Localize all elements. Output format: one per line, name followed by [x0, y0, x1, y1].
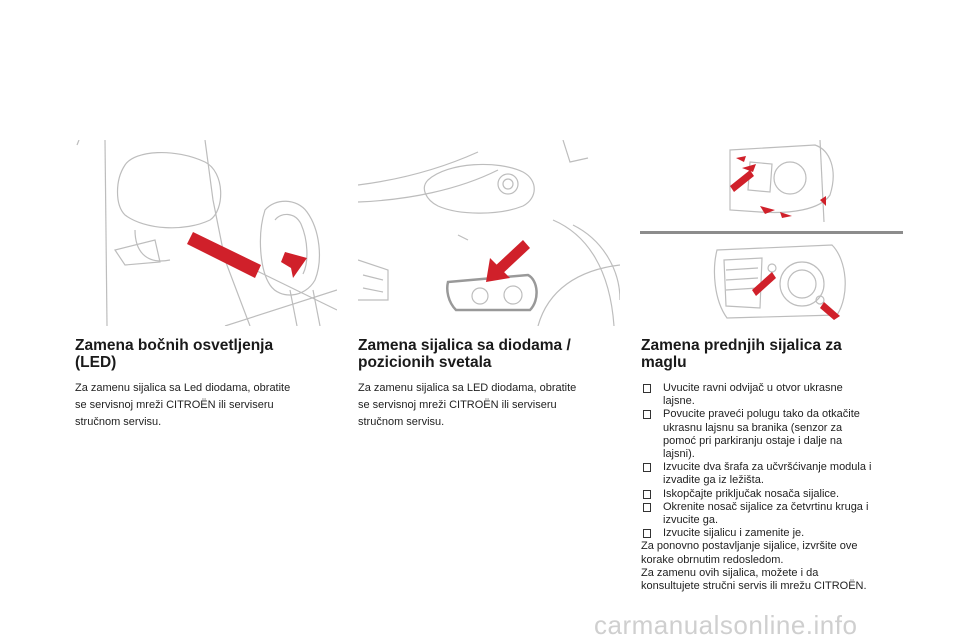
separator-line	[640, 231, 903, 234]
fog-trim-illustration	[720, 140, 845, 222]
section-body: Za zamenu sijalica sa Led diodama, obratite se servisnoj mreži CITROËN ili serviseru stručnom servisu.	[75, 382, 291, 428]
section-drl	[358, 337, 620, 431]
checkbox-icon	[643, 410, 651, 419]
list-item: Iskopčajte priključak nosača sijalice.	[641, 488, 906, 501]
list-item: Izvucite sijalicu i zamenite je.	[641, 527, 906, 540]
section-title: Zamena bočnih osvetljenja (LED)	[75, 337, 274, 371]
arrow-icon	[720, 140, 845, 222]
closing-note: Za ponovno postavljanje sijalice, izvršite ove korake obrnutim redosledom. Za zamenu ovih sijalica, možete i da konsultujete stručni servis ili mrežu CITROËN.	[641, 540, 867, 593]
section-body: Za zamenu sijalica sa LED diodama, obratite se servisnoj mreži CITROËN ili serviseru stručnom servisu.	[358, 382, 577, 428]
arrow-icon	[75, 140, 337, 326]
checkbox-icon	[643, 384, 651, 393]
section-title: Zamena prednjih sijalica za maglu	[641, 337, 842, 371]
drl-illustration	[358, 140, 620, 326]
watermark-text: carmanualsonline.info	[594, 610, 858, 640]
list-item: Povucite praveći polugu tako da otkačite ukrasnu lajsnu sa branika (senzor za pomoć pri parkiranju ostaje i dalje na lajsni).	[641, 408, 906, 461]
section-fog-lamps	[641, 337, 906, 593]
arrow-icon	[712, 240, 854, 326]
list-item: Okrenite nosač sijalice za četvrtinu kruga i izvucite ga.	[641, 501, 906, 527]
checkbox-icon	[643, 503, 651, 512]
arrow-icon	[358, 140, 620, 326]
steps-list	[641, 382, 906, 540]
list-item: Izvucite dva šrafa za učvršćivanje modula i izvadite ga iz ležišta.	[641, 461, 906, 487]
section-mirror-led	[75, 337, 337, 431]
checkbox-icon	[643, 463, 651, 472]
checkbox-icon	[643, 529, 651, 538]
list-item: Uvucite ravni odvijač u otvor ukrasne lajsne.	[641, 382, 906, 408]
checkbox-icon	[643, 490, 651, 499]
fog-module-illustration	[712, 240, 854, 326]
mirror-led-illustration	[75, 140, 337, 326]
section-title: Zamena sijalica sa diodama / pozicionih svetala	[358, 337, 571, 371]
